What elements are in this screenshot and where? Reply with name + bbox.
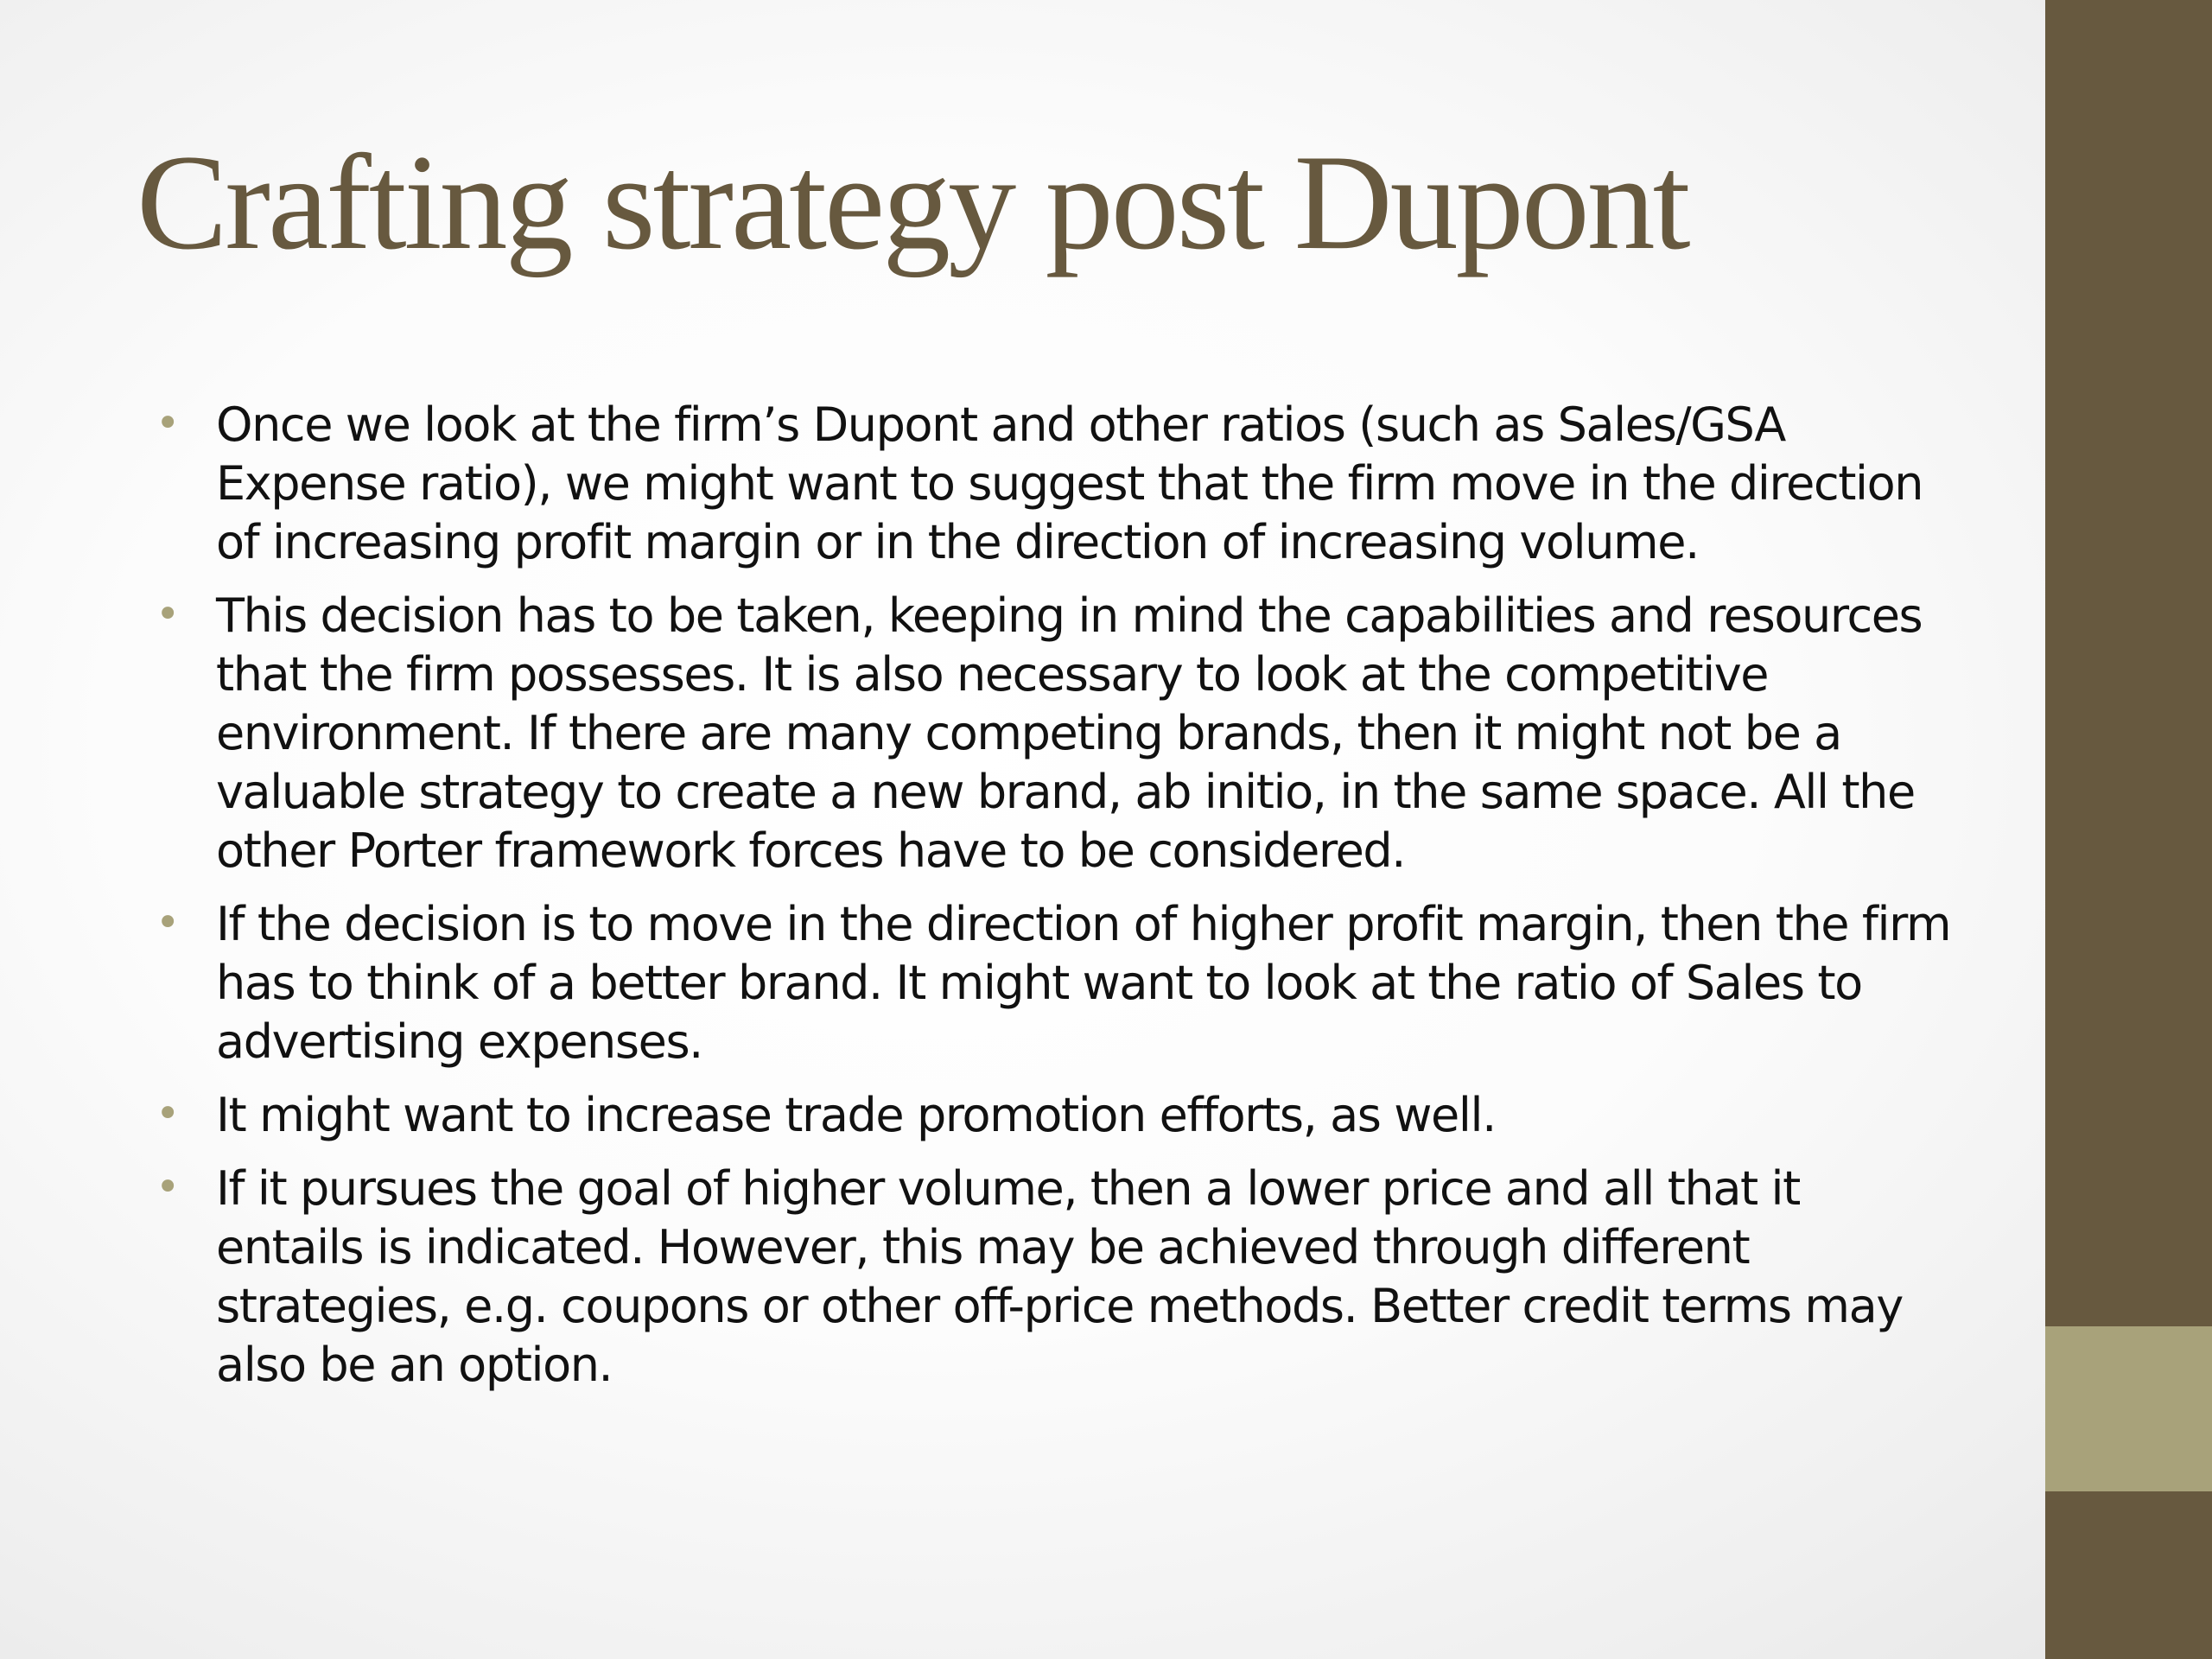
bullet-text: It might want to increase trade promotion efforts, as well. bbox=[216, 1088, 1496, 1142]
bullet-item bbox=[156, 1086, 1957, 1145]
bullet-text: If it pursues the goal of higher volume, then a lower price and all that it entails is indicated. However, this may be achieved through different strategies, e.g. coupons or other off-price methods. Better credit terms may also be an option. bbox=[216, 1161, 1903, 1392]
bullet-marker: • bbox=[156, 1163, 179, 1211]
slide-title: Crafting strategy post Dupont bbox=[137, 127, 1688, 278]
bullet-marker: • bbox=[156, 590, 179, 639]
bullet-item bbox=[156, 587, 1957, 880]
bullet-text: If the decision is to move in the direction of higher profit margin, then the firm has to think of a better brand. It might want to look at the ratio of Sales to advertising expenses. bbox=[216, 897, 1951, 1069]
bullet-marker: • bbox=[156, 1090, 179, 1138]
bullet-marker: • bbox=[156, 899, 179, 947]
bullet-text: This decision has to be taken, keeping in mind the capabilities and resources that the firm possesses. It is also necessary to look at the competitive environment. If there are many competing brands, then it might not be a valuable strategy to create a new brand, ab initio, in the same space. All the other Porter framework forces have to be considered. bbox=[216, 588, 1923, 878]
bullet-list bbox=[156, 396, 1957, 1409]
bullet-marker: • bbox=[156, 399, 179, 448]
decorative-side-accent bbox=[2045, 1326, 2212, 1491]
bullet-item bbox=[156, 895, 1957, 1071]
bullet-text: Once we look at the firm’s Dupont and other ratios (such as Sales/GSA Expense ratio), we might want to suggest that the firm move in the direction of increasing profit margin or in the direction of increasing volume. bbox=[216, 397, 1923, 569]
bullet-item bbox=[156, 1160, 1957, 1395]
bullet-item bbox=[156, 396, 1957, 572]
